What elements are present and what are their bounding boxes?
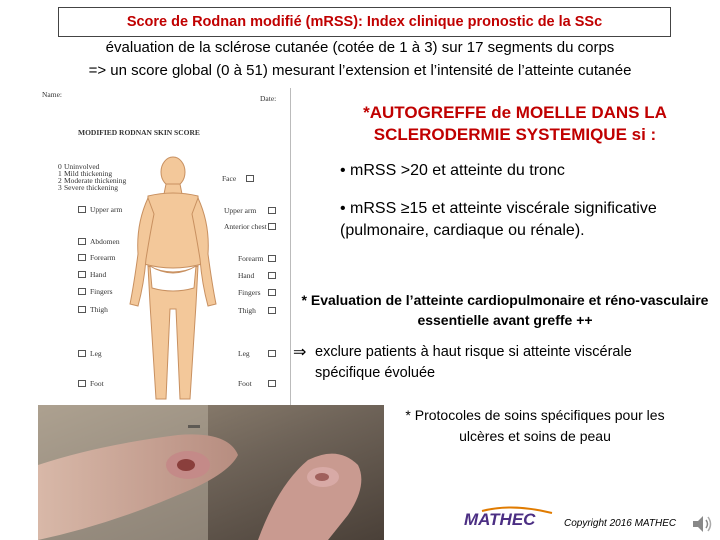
form-legend-item: Uninvolved [64,162,100,171]
form-left-label: Fingers [90,287,113,296]
score-box [268,380,276,387]
implies-arrow-icon: ⇒ [293,344,307,361]
score-box [78,206,86,213]
form-left-label: Thigh [90,305,108,314]
subtitle-line-2: => un score global (0 à 51) mesurant l’extension et l’intensité de l’atteinte cutanée [88,62,632,79]
form-legend-num: 1 [58,169,62,178]
form-left-label: Foot [90,379,104,388]
mathec-logo [462,505,562,538]
form-legend-num: 0 [58,162,62,171]
form-right-label: Anterior chest [224,222,267,231]
form-heading: MODIFIED RODNAN SKIN SCORE [78,128,200,137]
score-box [268,272,276,279]
evaluation-note: * Evaluation de l’atteinte cardiopulmonaire et réno-vasculaire essentielle avant greffe ++ [301,292,709,328]
criterion-bullet-1: • mRSS >20 et atteinte du tronc [340,162,565,179]
form-right-label: Fingers [238,288,261,297]
form-right-label: Face [222,174,237,183]
form-date-label: Date: [260,94,277,103]
exclusion-note: exclure patients à haut risque si atteinte viscérale spécifique évoluée [315,344,632,381]
rodnan-form-image [38,88,291,406]
form-left-label: Abdomen [90,237,120,246]
score-box [268,207,276,214]
criterion-bullet-2: • mRSS ≥15 et atteinte viscérale significative (pulmonaire, cardiaque ou rénale). [340,200,657,239]
slide-title: Score de Rodnan modifié (mRSS): Index clinique pronostic de la SSc [126,14,603,30]
hand-ulcer-photo [38,405,384,540]
form-left-label: Leg [90,349,102,358]
form-name-label: Name: [42,90,62,99]
form-left-label: Hand [90,270,107,279]
score-box [78,254,86,261]
protocols-note: * Protocoles de soins spécifiques pour les ulcères et soins de peau [405,407,665,444]
score-box [246,175,254,182]
score-box [268,289,276,296]
form-legend-num: 2 [58,176,62,185]
copyright-text: Copyright 2016 MATHEC [564,518,677,529]
form-right-label: Thigh [238,306,256,315]
form-right-label: Upper arm [224,206,257,215]
score-box [268,255,276,262]
logo-text: MATHEC [464,510,536,529]
form-right-label: Hand [238,271,255,280]
form-legend-num: 3 [58,183,62,192]
subtitle-line-1: évaluation de la sclérose cutanée (cotée de 1 à 3) sur 17 segments du corps [105,39,615,56]
autogreffe-heading: *AUTOGREFFE de MOELLE DANS LA SCLERODERMIE SYSTEMIQUE si : [363,103,667,144]
score-box [78,306,86,313]
form-left-label: Upper arm [90,205,123,214]
form-legend-item: Mild thickening [64,169,113,178]
score-box [78,238,86,245]
score-box [78,380,86,387]
score-box [268,223,276,230]
score-box [78,288,86,295]
body-figure-illustration [118,154,228,404]
form-left-label: Forearm [90,253,116,262]
form-right-label: Forearm [238,254,264,263]
title-box [58,7,671,37]
score-box [268,350,276,357]
speaker-icon[interactable] [690,512,714,536]
score-box [78,271,86,278]
score-box [268,307,276,314]
score-box [78,350,86,357]
form-right-label: Leg [238,349,250,358]
form-right-label: Foot [238,379,252,388]
form-legend-item: Moderate thickening [64,176,127,185]
form-legend-item: Severe thickening [64,183,118,192]
